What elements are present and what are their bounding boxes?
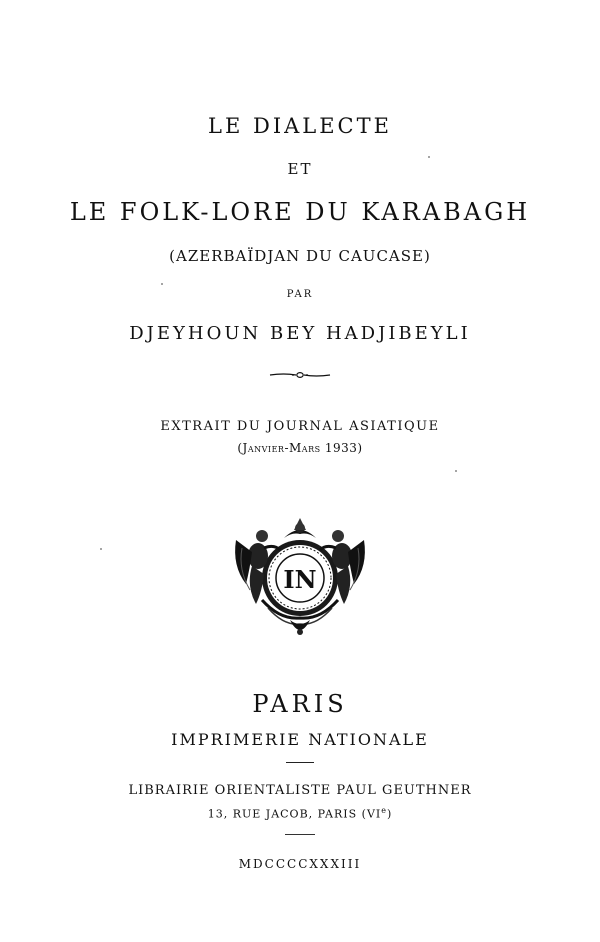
paper-speck [455,470,457,472]
imprint-address [0,806,600,821]
imprint-press: IMPRIMERIE NATIONALE [171,730,429,749]
title-line-1: LE DIALECTE [208,114,392,138]
title-line-2: LE FOLK-LORE DU KARABAGH [69,198,531,226]
imprint-address-main: 13, RUE JACOB, PARIS (VI [207,807,382,821]
subtitle: (AZERBAÏDJAN DU CAUCASE) [169,247,431,265]
author-name: DJEYHOUN BEY HADJIBEYLI [129,323,471,344]
seal-monogram: IN [283,565,317,594]
paper-speck [428,156,430,158]
extract-issue: (Janvier-Mars 1933) [237,441,363,455]
imprint-address-end: ) [386,807,393,821]
ornament-divider-icon [268,370,332,380]
author-by: PAR [286,289,314,300]
imprint-address-sup: e [381,806,387,815]
imprint-bookseller: LIBRAIRIE ORIENTALISTE PAUL GEUTHNER [128,783,472,798]
imprimerie-nationale-seal-icon [228,508,372,644]
imprint-rule-2 [285,834,315,835]
extract-source: EXTRAIT DU JOURNAL ASIATIQUE [160,419,440,434]
imprint-city: PARIS [252,690,348,718]
paper-speck [161,283,163,285]
paper-speck [100,548,102,550]
title-connector: ET [287,160,313,178]
imprint-rule-1 [286,762,314,763]
imprint-year: MDCCCCXXXIII [238,857,362,871]
